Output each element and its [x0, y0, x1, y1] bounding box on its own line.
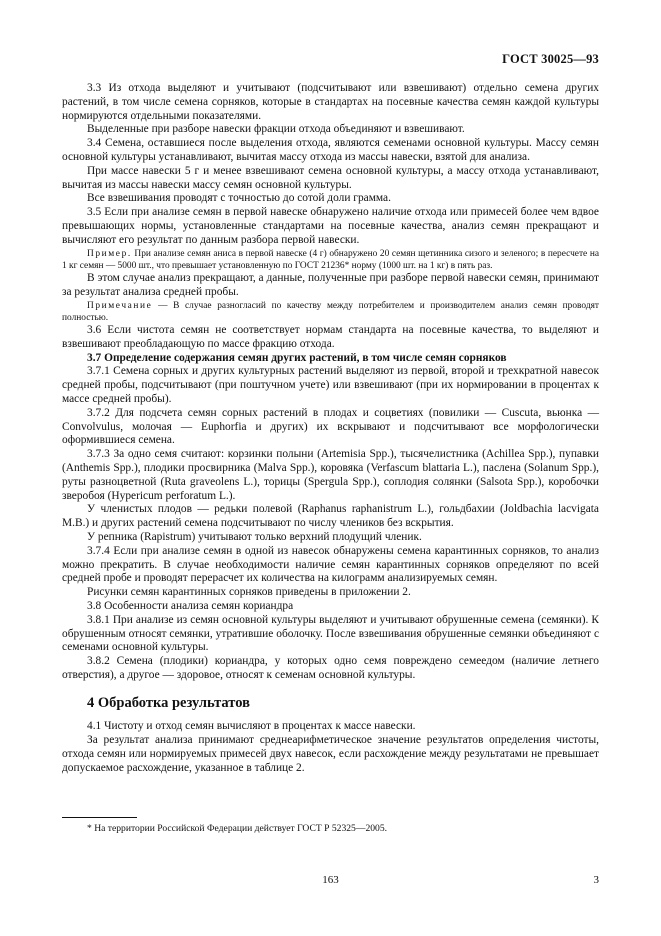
footnote-divider — [62, 817, 137, 818]
paragraph: В этом случае анализ прекращают, а данные, полученные при разборе первой навески семян, принимают за результат анализа средней пробы. — [62, 271, 599, 298]
paragraph: 3.7.3 За одно семя считают: корзинки полыни (Artemisia Spp.), тысячелистника (Achillea Spp.), пупавки (Anthemis Spp.), плодики просвирника (Malva Spp.), коровяка (Verfascum blattaria L.), паслена (Solanum Spp.), руты разноцветной (Ruta graveolens L.), торицы (Spergula Spp.), соплодия солянки (Salsota Spp.), коробочки зверобоя (Hypericum perforatum L.). — [62, 448, 599, 502]
paragraph: 3.6 Если чистота семян не соответствует нормам стандарта на посевные качества, то выделяют и взвешивают преобладающую по массе фракцию отхода. — [62, 323, 599, 350]
paragraph: 3.8.1 При анализе из семян основной культуры выделяют и учитывают обрушенные семена (семянки). К обрушенным относят семянки, утратившие оболочку. После взвешивания обрушенные семянки объединяют с семенами основной культуры. — [62, 613, 599, 654]
paragraph: 3.7.1 Семена сорных и других культурных растений выделяют из первой, второй и трехкратной навесок средней пробы, подсчитывают (при поштучном учете) или взвешивают (при их нормировании в процентах к массе средней пробы). — [62, 365, 599, 405]
paragraph: 3.7.4 Если при анализе семян в одной из навесок обнаружены семена карантинных сорняков, то анализ можно прекратить. В случае необходимости наличие семян карантинных сорняков определяют по всей средней пробе и проводят перерасчет их количества на килограмм анализируемых семян. — [62, 544, 599, 585]
paragraph: У членистых плодов — редьки полевой (Raphanus raphanistrum L.), гольдбахии (Joldbachia lacvigata M.B.) и других растений семена подсчитывают по числу члеников без вскрытия. — [62, 503, 599, 530]
paragraph: 4.1 Чистоту и отход семян вычисляют в процентах к массе навески. — [87, 720, 416, 733]
example-label: Пример. — [87, 248, 132, 259]
paragraph: 3.8 Особенности анализа семян кориандра — [87, 599, 294, 612]
note-text: — В случае разногласий по качеству между потребителем и производителем анализ семян проводят полностью. — [62, 300, 599, 323]
paragraph: При массе навески 5 г и менее взвешивают семена основной культуры, а массу отхода устанавливают, вычитая из массы навески массу семян основной культуры. — [62, 164, 599, 191]
paragraph: 3.4 Семена, оставшиеся после выделения отхода, являются семенами основной культуры. Массу семян основной культуры устанавливают, вычитая массу отхода из массы навески, взятой для анализа. — [62, 137, 599, 163]
paragraph: Рисунки семян карантинных сорняков приведены в приложении 2. — [87, 586, 411, 599]
note-label: Примечание — [87, 300, 153, 311]
paragraph: 3.8.2 Семена (плодики) кориандра, у которых одно семя повреждено семеедом (наличие летнего отверстия), а другое — здоровое, относят к семенам основной культуры. — [62, 655, 599, 681]
section-title: 4 Обработка результатов — [87, 694, 250, 711]
note-block — [62, 300, 599, 324]
footnote: * На территории Российской Федерации действует ГОСТ Р 52325—2005. — [87, 823, 388, 834]
paragraph: Выделенные при разборе навески фракции отхода объединяют и взвешивают. — [87, 123, 465, 136]
document-header: ГОСТ 30025—93 — [502, 52, 599, 66]
paragraph: За результат анализа принимают среднеарифметическое значение результатов определения чистоты, отхода семян или нормируемых примесей двух навесок, если расхождение между результатами не превышает допускаемое расхождение, указанное в таблице 2. — [62, 734, 599, 774]
page-number-right: 3 — [593, 874, 599, 886]
paragraph: 3.7.2 Для подсчета семян сорных растений в плодах и соцветиях (повилики — Cuscuta, вьюнка — Convolvulus, молочая — Euphorfia и других) их вскрывают и подсчитывают все морфологически оформившиеся семена. — [62, 406, 599, 447]
paragraph: 3.3 Из отхода выделяют и учитывают (подсчитывают или взвешивают) отдельно семена других растений, в том числе семена сорняков, которые в стандартах на посевные качества семян каждой культуры нормируются отдельными показателями. — [62, 82, 599, 122]
subheading: 3.7 Определение содержания семян других растений, в том числе семян сорняков — [87, 351, 507, 364]
document-body — [62, 82, 599, 776]
page-number: 163 — [322, 874, 339, 886]
paragraph: Все взвешивания проводят с точностью до сотой доли грамма. — [87, 192, 391, 205]
example-block — [62, 248, 599, 272]
paragraph: 3.5 Если при анализе семян в первой навеске обнаружено наличие отхода или примесей более чем вдвое превышающих нормы, установленные стандартами на посевные качества, анализ семян прекращают и вычисляют его результат по данным разбора первой навески. — [62, 206, 599, 246]
paragraph: У репника (Rapistrum) учитывают только верхний плодущий членик. — [87, 530, 422, 543]
example-text: При анализе семян аниса в первой навеске (4 г) обнаружено 20 семян щетинника сизого и зеленого; в пересчете на 1 кг семян — 5000 шт., что превышает установленную по ГОСТ 21236* норму (1000 шт. на 1 кг) в пять раз. — [62, 248, 599, 271]
